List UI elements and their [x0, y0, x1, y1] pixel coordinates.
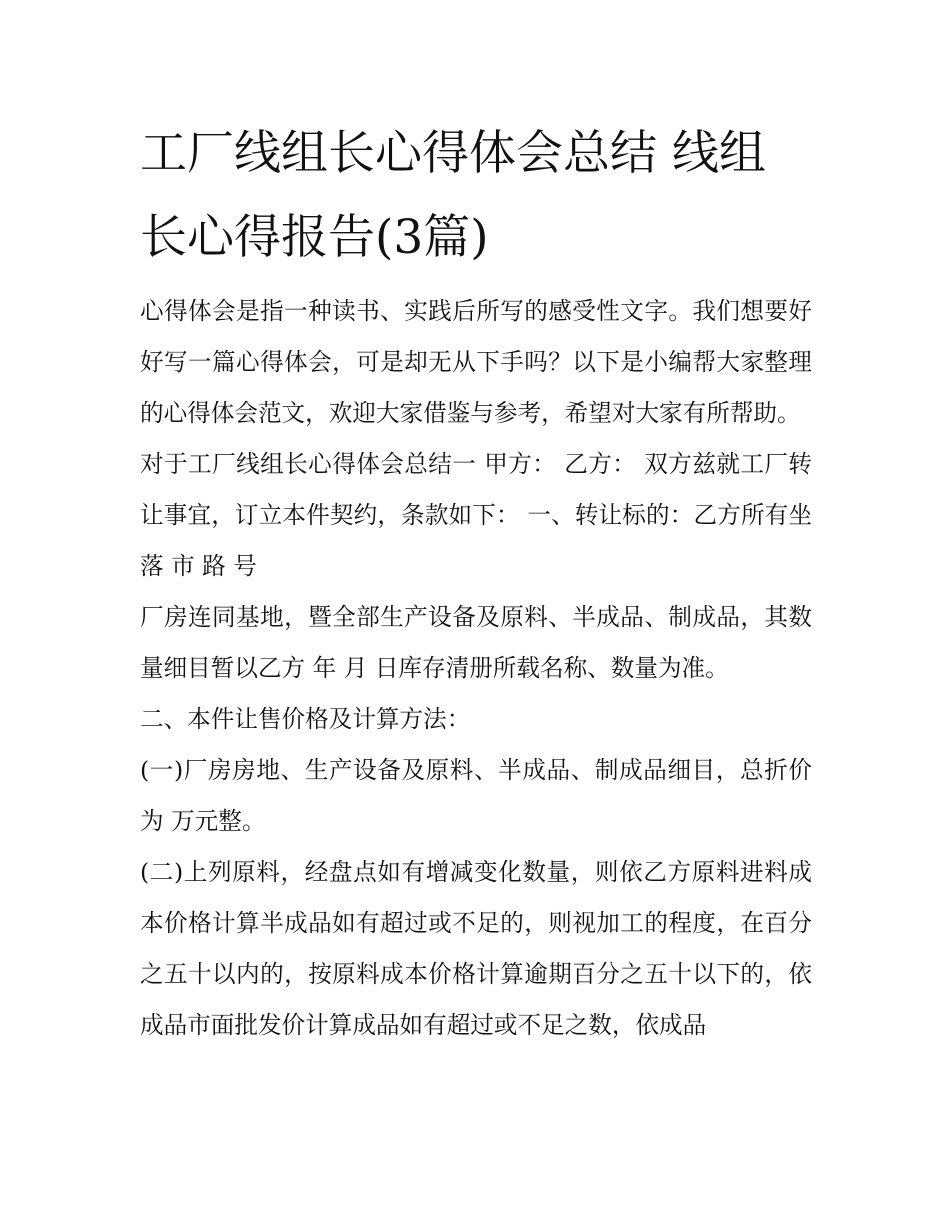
body-paragraph-1: 对于工厂线组长心得体会总结一 甲方： 乙方： 双方兹就工厂转让事宜，订立本件契约，条款如下： 一、转让标的：乙方所有坐落 市 路 号 [140, 450, 812, 580]
document-page [140, 112, 812, 1051]
body-paragraph-4: (一)厂房房地、生产设备及原料、半成品、制成品细目，总折价为 万元整。 [140, 756, 812, 835]
document-title: 工厂线组长心得体会总结 线组长心得报告(3篇) [140, 126, 766, 265]
body-paragraph-2: 厂房连同基地，暨全部生产设备及原料、半成品、制成品，其数量细目暂以乙方 年 月 日库存清册所载名称、数量为准。 [140, 603, 812, 682]
body-paragraph-3: 二、本件让售价格及计算方法： [140, 705, 471, 733]
intro-paragraph: 心得体会是指一种读书、实践后所写的感受性文字。我们想要好好写一篇心得体会，可是却无从下手吗？以下是小编帮大家整理的心得体会范文，欢迎大家借鉴与参考，希望对大家有所帮助。 [140, 297, 812, 427]
body-paragraph-5: (二)上列原料，经盘点如有增减变化数量，则依乙方原料进料成本价格计算半成品如有超过或不足的，则视加工的程度，在百分之五十以内的，按原料成本价格计算逾期百分之五十以下的，依成品市面批发价计算成品如有超过或不足之数，依成品 [140, 858, 812, 1039]
